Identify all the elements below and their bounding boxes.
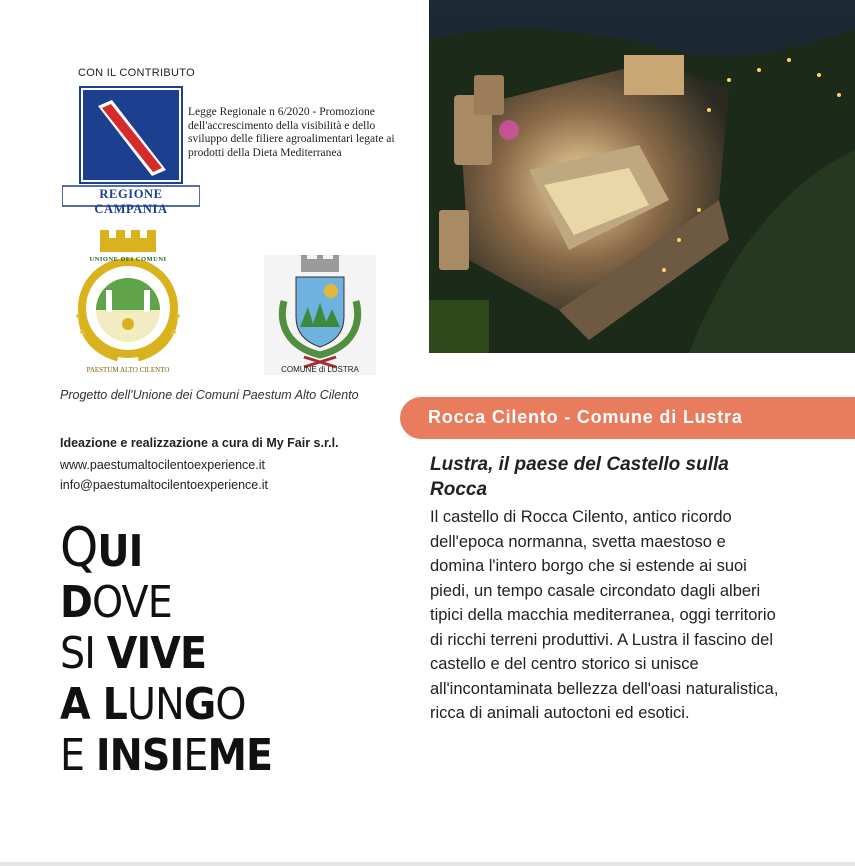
ideazione-text: Ideazione e realizzazione a cura di My Fair s.r.l. <box>60 436 339 450</box>
regione-campania-label: REGIONE CAMPANIA <box>94 187 168 216</box>
slogan-letter: D <box>60 577 92 628</box>
progetto-text: Progetto dell'Unione dei Comuni Paestum Alto Cilento <box>60 388 359 402</box>
article-body: Il castello di Rocca Cilento, antico ricordo dell'epoca normanna, svetta maestoso e domina l'intero borgo che si estende ai suoi piedi, un tempo casale circondato dagli alberi tipici della macchia mediterranea, oggi territorio di ricchi terreni produttivi. A Lustra il fascino del castello e del centro storico si unisce all'incontaminata bellezza dell'oasi naturalistica, ricca di animali autoctoni ed esotici. <box>430 508 779 722</box>
slogan-letter: OVE <box>91 577 172 628</box>
slogan-letter: UN <box>126 679 184 730</box>
slogan-letter: G <box>183 679 216 730</box>
slogan <box>60 516 273 781</box>
article-title: Lustra, il paese del Castello sulla Rocca <box>430 454 729 500</box>
slogan-line-3 <box>60 628 272 679</box>
slogan-letter: E <box>60 730 96 781</box>
unione-caption: PAESTUM ALTO CILENTO <box>86 366 170 374</box>
slogan-letter: UI <box>97 526 143 577</box>
unione-emblem-icon <box>66 228 190 378</box>
castle-photo <box>429 0 855 353</box>
unione-arc-text: UNIONE DEI COMUNI <box>89 256 167 263</box>
website-link[interactable]: www.paestumaltocilentoexperience.it <box>60 458 265 472</box>
slogan-letter: A <box>60 679 103 730</box>
unione-comuni-logo <box>66 228 190 378</box>
slogan-line-2 <box>60 577 272 628</box>
slogan-letter: Q <box>60 516 98 579</box>
contributo-label: CON IL CONTRIBUTO <box>78 67 195 79</box>
lustra-caption: COMUNE di LUSTRA <box>281 365 359 374</box>
slogan-line-5 <box>60 730 272 781</box>
slogan-letter: SI <box>60 628 107 679</box>
lustra-crest-icon <box>264 255 376 375</box>
castle-night-image-icon <box>429 0 855 353</box>
slogan-line-1 <box>60 516 272 579</box>
slogan-letter: E <box>183 730 208 781</box>
slogan-line-4 <box>60 679 272 730</box>
slogan-letter: VIVE <box>106 628 207 679</box>
slogan-letter: O <box>215 679 246 730</box>
slogan-letter: L <box>102 679 127 730</box>
email-link[interactable]: info@paestumaltocilentoexperience.it <box>60 478 268 492</box>
law-text: Legge Regionale n 6/2020 - Promozione dell'accrescimento della visibilità e dello sviluppo delle filiere agroalimentari legate ai prodotti della Dieta Mediterranea <box>188 106 395 159</box>
slogan-letter: INSI <box>95 730 184 781</box>
section-banner-label: Rocca Cilento - Comune di Lustra <box>428 407 743 427</box>
comune-lustra-logo <box>264 255 376 375</box>
bottom-divider <box>0 862 855 866</box>
slogan-letter: ME <box>207 730 273 781</box>
